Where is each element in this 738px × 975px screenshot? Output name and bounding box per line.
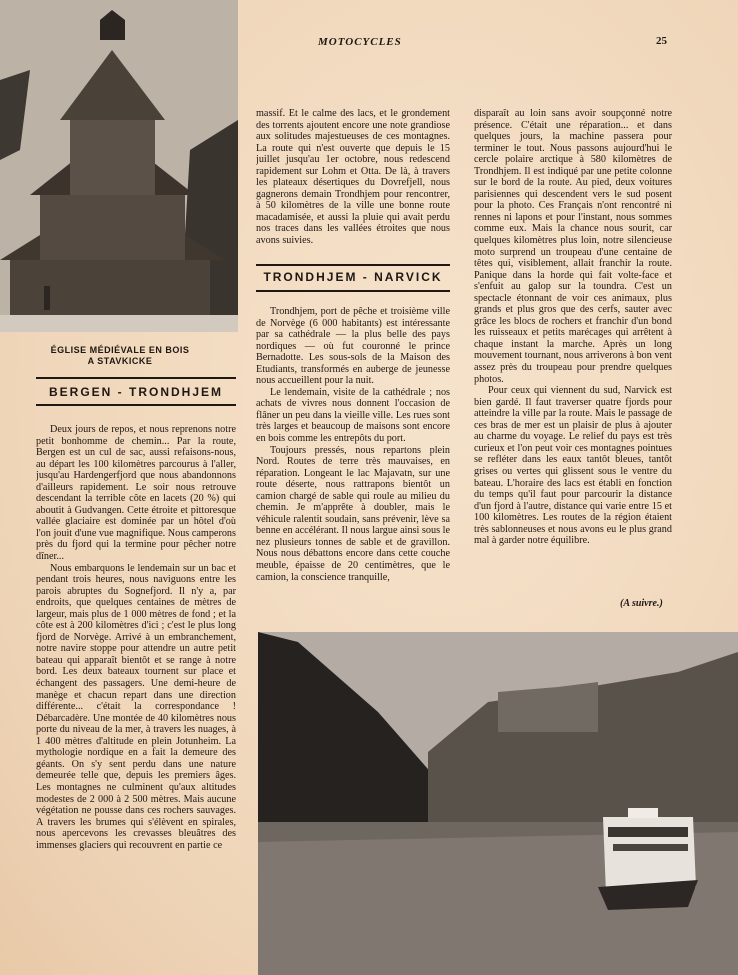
section-title-narvick: TRONDHJEM - NARVICK xyxy=(263,270,443,284)
to-be-continued: (A suivre.) xyxy=(620,598,663,609)
caption-line-1: ÉGLISE MÉDIÉVALE EN BOIS xyxy=(50,345,190,355)
section-rule-bottom xyxy=(256,290,450,292)
column-1 xyxy=(36,424,236,964)
running-title: MOTOCYCLES xyxy=(318,36,402,48)
section-rule-top xyxy=(36,377,236,379)
section-rule-top xyxy=(256,264,450,266)
column-2-top xyxy=(256,108,450,248)
paragraph: disparaît au loin sans avoir soupçonné notre présence. C'était une réparation... et dans quelques jours, la machine passera pour terminer le tout. Nous passons aujourd'hui le cercle polaire arctique à 580 kilomètres de Trondhjem. Il est indiqué par une petite colonne sur le bord de la route. Au pied, deux voitures parisiennes qui descendent vers le sud posent pour la photo. Ces Français n'ont rencontré ni rennes ni lapons et pour l'instant, nous sommes comme eux. Mais la chance nous sourit, car quelques kilomètres plus loin, notre silencieuse moto surprend un troupeau d'une centaine de têtes qui, visiblement, allait franchir la route. Panique dans la horde qui fait volte-face et s'enfuit au galop sur la toundra. C'est un spectacle étonnant de voir ces animaux, plus grands et plus gros que des cerfs, sauter avec grâce les blocs de rochers et franchir d'un bond les ruisseaux et petits marécages qui arrêtent à chaque instant la marche. Après un long mouvement tournant, nous arriverons à bon vent assez près du troupeau pour prendre quelques photos. xyxy=(474,108,672,385)
caption-line-2: A STAVKICKE xyxy=(87,356,153,366)
paragraph: Le lendemain, visite de la cathédrale ; nos achats de vivres nous donnent l'occasion de flâner un peu dans la vieille ville. Les rues sont très larges et beaucoup de maisons sont encore en bois comme les entrepôts du port. xyxy=(256,386,450,445)
photo-caption xyxy=(22,345,218,367)
paragraph: Trondhjem, port de pêche et troisième ville de Norvège (6 000 habitants) est intéressante par sa cathédrale — la plus belle des pays nordiques — où fut couronné le prince Bernadotte. Les sous-sols de la Maison des Etudiants, transformés en auberge de jeunesse nous accueillent pour la nuit. xyxy=(256,306,450,387)
paragraph: Deux jours de repos, et nous reprenons notre petit bonhomme de chemin... Par la route, Bergen est un cul de sac, aussi refaisons-nous, au départ les 100 kilomètres parcourus à l'aller, jusqu'au Hardengerfjord que nous abandonnons d'ailleurs rapidement. Le soir nous retrouve descendant la terrible côte en lacets (20 %) qui aboutit à Gudvangen. Cette étroite et pittoresque vallée glaciaire est dominée par un hôtel d'où l'on jouit d'une vue magnifique. Nous camperons près du fjord qui la termine pour pêcher notre dîner... xyxy=(36,424,236,563)
fjord-ferry-photo xyxy=(258,632,738,975)
paragraph: Nous embarquons le lendemain sur un bac et pendant trois heures, nous naviguons entre les parois abruptes du Sognefjord. Il n'y a, par endroits, que quelques centaines de mètres de largeur, mais plus de 1 000 mètres de fond ; et la côte est à 200 kilomètres d'ici ; c'est le plus long fjord de Norvège. Arrivé à un embranchement, notre navire stoppe pour attendre un autre petit bateau qui apparaît bientôt et se range à notre bord. Les deux bateaux tournent sur place et échangent des passagers. Une demi-heure de manège et chacun repart dans une direction différente... c'était la correspondance ! Débarcadère. Une montée de 40 kilomètres nous porte du niveau de la mer, à travers les nuages, à 1 400 mètres d'altitude en plein Jotunheim. La mythologie nordique en a fait la demeure des géants. On s'y sent perdu dans une nature demeurée telle que, depuis les premiers âges. Les montagnes ne culminent qu'aux altitudes modestes de 2 000 à 2 500 mètres. Mais aucune végétation ne pousse dans ces rochers sauvages. A travers les brumes qui s'élèvent en spirales, nous apercevons les crevasses bleuâtres des immenses glaciers qui recouvrent en partie ce xyxy=(36,562,236,851)
column-2 xyxy=(256,306,450,628)
stave-church-photo xyxy=(0,0,238,332)
page-number: 25 xyxy=(656,35,667,47)
paragraph: Pour ceux qui viennent du sud, Narvick est bien gardé. Il faut traverser quatre fjords pour atteindre la ville par la route. Mais le passage de ces bras de mer est un plaisir de plus à ajouter au charme du voyage. Le relief du pays est très curieux et l'on peut voir ces montagnes pointues se refléter dans les eaux tantôt bleues, tantôt grises ou vertes qui glissent sous le ventre du bateau. L'horaire des lacs est établi en fonction du temps qu'il faut pour parcourir la distance d'un fjord à l'autre, distance qui varie entre 15 et 100 kilomètres. Les routes de la région étaient très sablonneuses et nous avons eu le plus grand mal à garder notre équilibre. xyxy=(474,385,672,547)
column-3 xyxy=(474,108,672,594)
section-rule-bottom xyxy=(36,404,236,406)
paragraph: Toujours pressés, nous repartons plein Nord. Routes de terre très mauvaises, en réparation. Longeant le lac Majavatn, sur une route déserte, nous rattrapons bientôt un camion chargé de sable qui roule au milieu du chemin. Je m'apprête à doubler, mais le véhicule ralentit soudain, sans prévenir, lève sa benne en accélérant. Il nous largue ainsi sous le nez plusieurs tonnes de sable et de gravillon. Nous nous débattons encore dans cette couche meuble, épaisse de 20 centimètres, que le camion, la conscience tranquille, xyxy=(256,444,450,583)
paragraph: massif. Et le calme des lacs, et le grondement des torrents ajoutent encore une note grandiose aux solitudes majestueuses de ces montagnes. La route qui n'est ouverte que depuis le 15 juillet jusqu'au 1er octobre, nous redescend rapidement sur Lohm et Otta. De là, à travers les plateaux désertiques du Dovrefjell, nous gagnerons demain Trondhjem pour rencontrer, à 50 kilomètres de la ville une bonne route macadamisée, et aussi la pluie qui avait perdu nos traces dans les vallées étroites que nous avons suivies. xyxy=(256,108,450,247)
section-title-bergen: BERGEN - TRONDHJEM xyxy=(48,385,223,399)
